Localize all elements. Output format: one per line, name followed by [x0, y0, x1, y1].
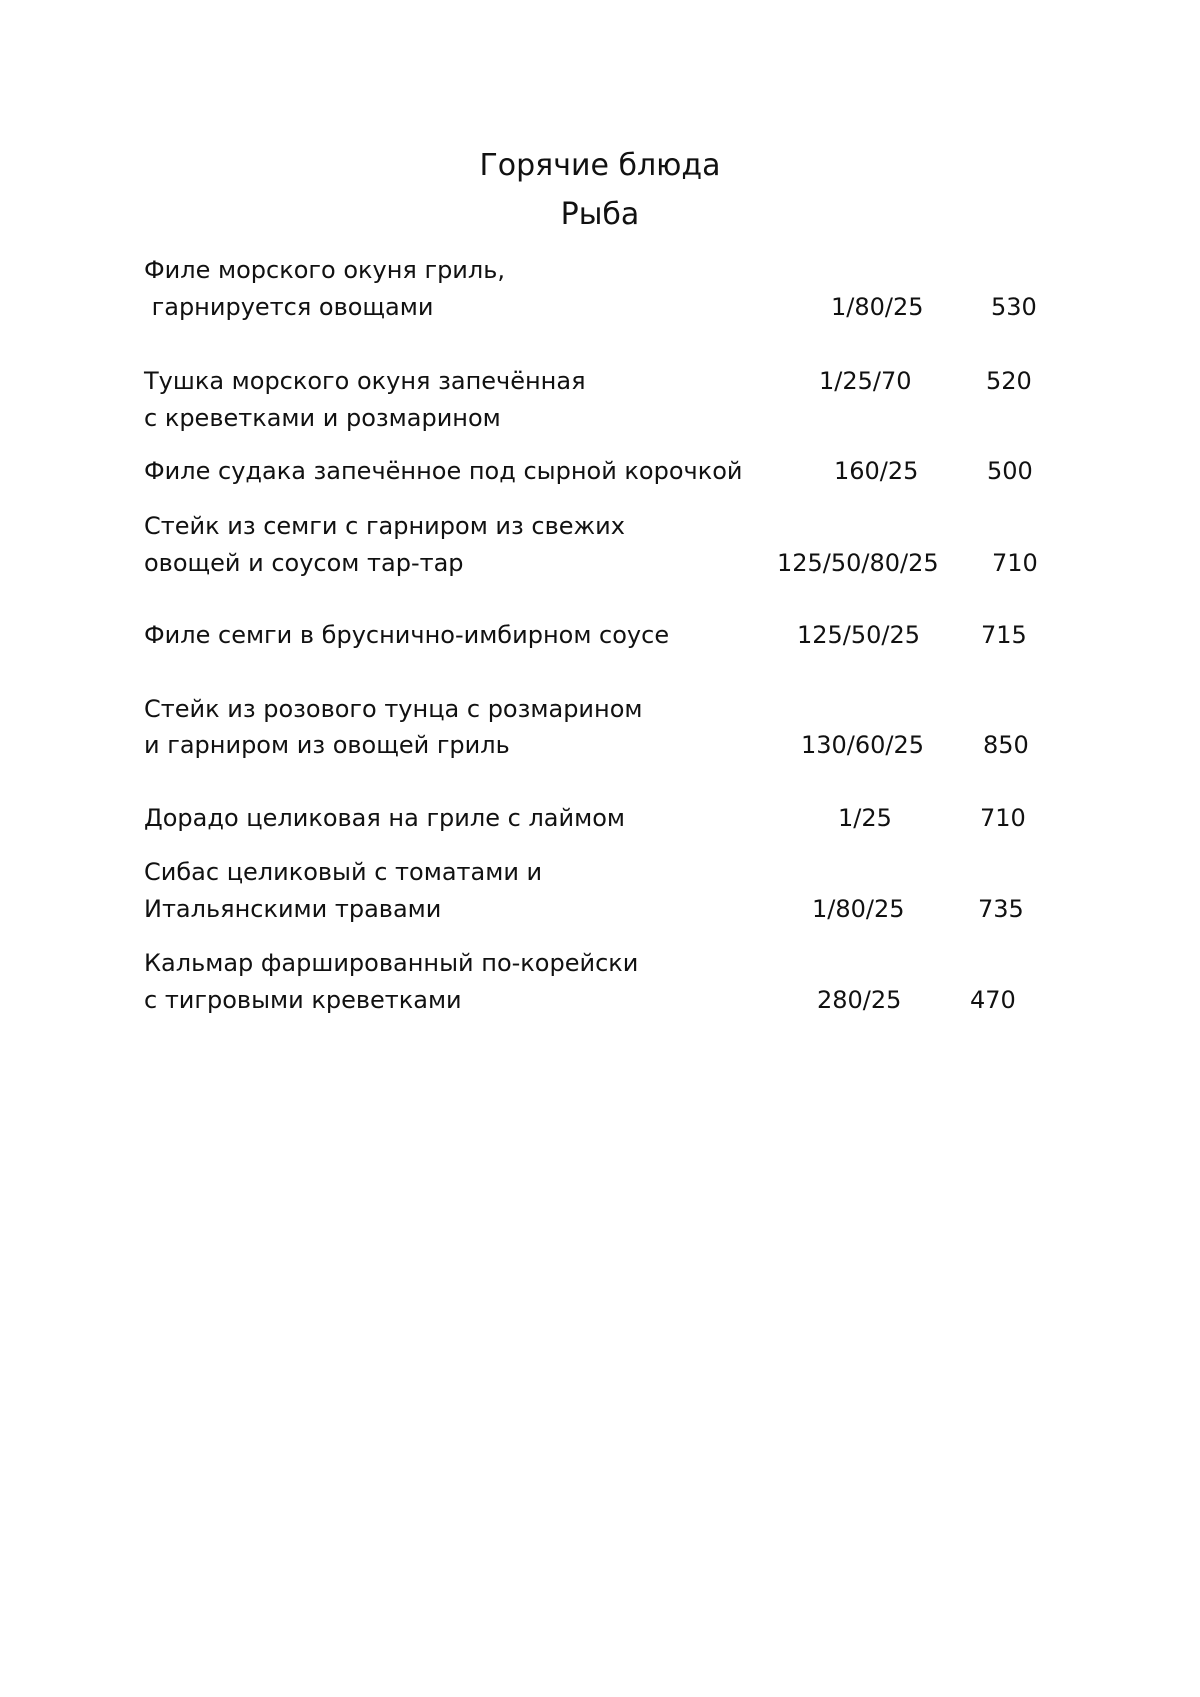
dish-weight: 1/80/25 — [812, 895, 905, 923]
dish-name-line-1: Филе судака запечённое под сырной корочкой — [144, 457, 743, 485]
dish-name-line-2: с креветками и розмарином — [144, 404, 501, 432]
dish-weight: 1/80/25 — [831, 293, 924, 321]
page-title: Горячие блюда — [479, 148, 721, 183]
dish-price: 710 — [980, 804, 1026, 832]
dish-name-line-2: овощей и соусом тар-тар — [144, 549, 464, 577]
dish-weight: 280/25 — [817, 986, 902, 1014]
dish-weight: 125/50/80/25 — [777, 549, 939, 577]
dish-price: 735 — [978, 895, 1024, 923]
dish-price: 500 — [987, 457, 1033, 485]
dish-name-line-1: Тушка морского окуня запечённая — [144, 367, 586, 395]
dish-name-line-2: и гарниром из овощей гриль — [144, 731, 510, 759]
dish-weight: 1/25/70 — [819, 367, 912, 395]
dish-weight: 125/50/25 — [797, 621, 921, 649]
dish-price: 470 — [970, 986, 1016, 1014]
dish-name-line-1: Стейк из розового тунца с розмарином — [144, 695, 643, 723]
page-subtitle: Рыба — [560, 197, 640, 232]
dish-price: 715 — [981, 621, 1027, 649]
dish-weight: 160/25 — [834, 457, 919, 485]
dish-name-line-1: Филе морского окуня гриль, — [144, 256, 506, 284]
dish-price: 530 — [991, 293, 1037, 321]
dish-name-line-1: Филе семги в бруснично-имбирном соусе — [144, 621, 670, 649]
dish-name-line-2: гарнируется овощами — [144, 293, 434, 321]
dish-price: 710 — [992, 549, 1038, 577]
dish-weight: 130/60/25 — [801, 731, 925, 759]
dish-name-line-1: Стейк из семги с гарниром из свежих — [144, 512, 625, 540]
dish-price: 850 — [983, 731, 1029, 759]
dish-name-line-2: с тигровыми креветками — [144, 986, 462, 1014]
dish-name-line-1: Кальмар фаршированный по-корейски — [144, 949, 639, 977]
dish-name-line-2: Итальянскими травами — [144, 895, 442, 923]
dish-name-line-1: Дорадо целиковая на гриле с лаймом — [144, 804, 625, 832]
dish-price: 520 — [986, 367, 1032, 395]
dish-weight: 1/25 — [838, 804, 892, 832]
dish-name-line-1: Сибас целиковый с томатами и — [144, 858, 543, 886]
